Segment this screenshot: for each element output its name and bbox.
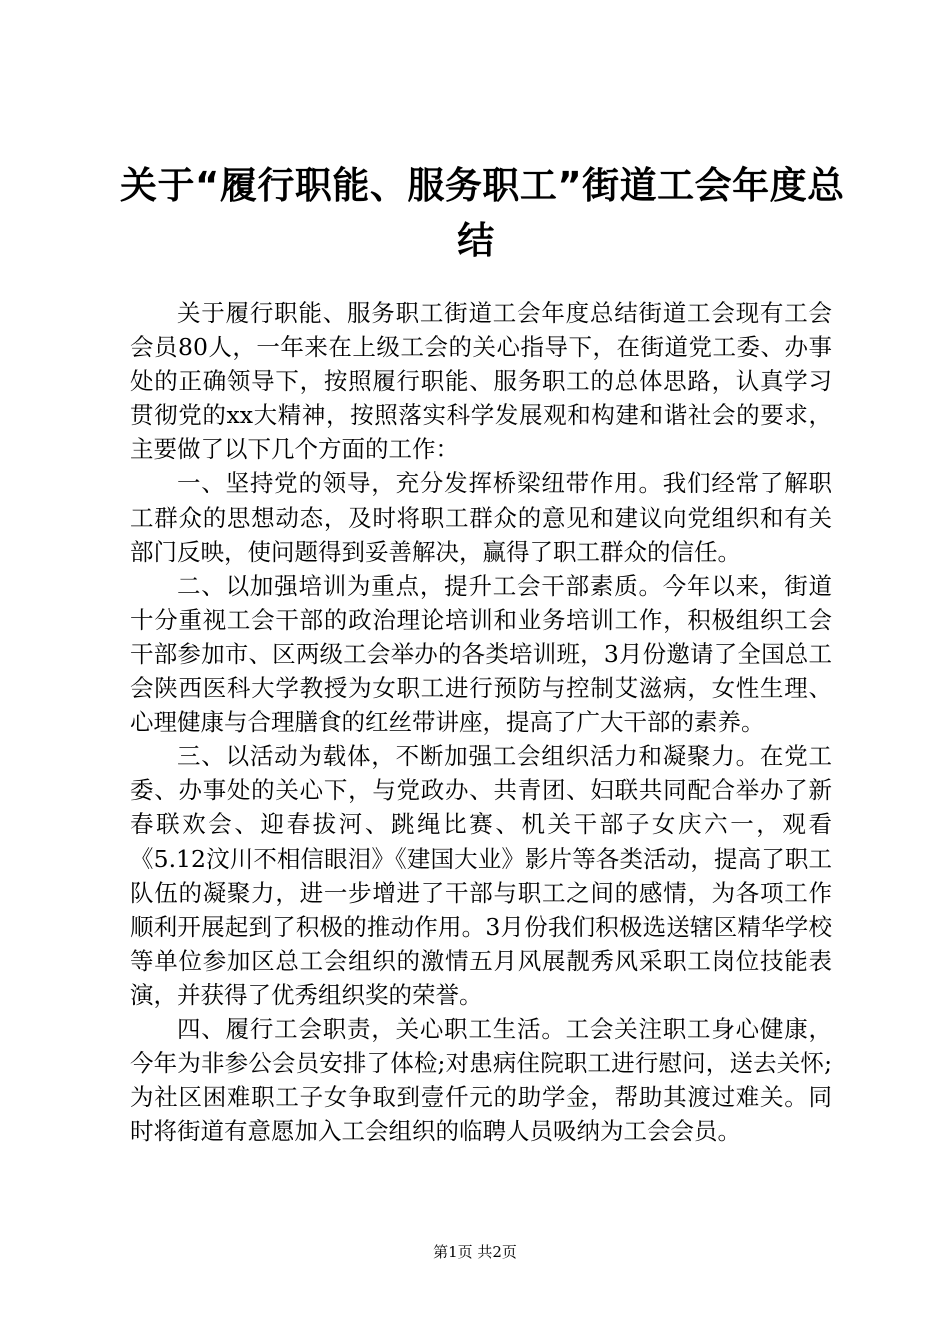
paragraph-section-4: 四、履行工会职责，关心职工生活。工会关注职工身心健康，今年为非参公会员安排了体检;对患病住院职工进行慰问，送去关怀;为社区困难职工子女争取到壹仟元的助学金，帮助其渡过难关。同时将街道有意愿加入工会组织的临聘人员吸纳为工会会员。 (130, 1014, 832, 1146)
document-title (120, 158, 845, 268)
paragraph-intro: 关于履行职能、服务职工街道工会年度总结街道工会现有工会会员80人，一年来在上级工会的关心指导下，在街道党工委、办事处的正确领导下，按照履行职能、服务职工的总体思路，认真学习贯彻党的xx大精神，按照落实科学发展观和构建和谐社会的要求，主要做了以下几个方面的工作： (130, 299, 832, 464)
title-line-1: 关于“履行职能、服务职工”街道工会年度总 (120, 164, 845, 207)
page-number-footer: 第1页 共2页 (433, 1243, 517, 1261)
paragraph-section-1: 一、坚持党的领导，充分发挥桥梁纽带作用。我们经常了解职工群众的思想动态，及时将职工群众的意见和建议向党组织和有关部门反映，使问题得到妥善解决，赢得了职工群众的信任。 (130, 469, 832, 566)
title-line-2: 结 (457, 219, 495, 262)
paragraph-section-3: 三、以活动为载体，不断加强工会组织活力和凝聚力。在党工委、办事处的关心下，与党政办、共青团、妇联共同配合举办了新春联欢会、迎春拔河、跳绳比赛、机关干部子女庆六一，观看《5.12汶川不相信眼泪》《建国大业》影片等各类活动，提高了职工队伍的凝聚力，进一步增进了干部与职工之间的感情，为各项工作顺利开展起到了积极的推动作用。3月份我们积极选送辖区精华学校等单位参加区总工会组织的激情五月风展靓秀风采职工岗位技能表演，并获得了优秀组织奖的荣誉。 (130, 742, 832, 1009)
paragraph-section-2: 二、以加强培训为重点，提升工会干部素质。今年以来，街道十分重视工会干部的政治理论培训和业务培训工作，积极组织工会干部参加市、区两级工会举办的各类培训班，3月份邀请了全国总工会陕西医科大学教授为女职工进行预防与控制艾滋病，女性生理、心理健康与合理膳食的红丝带讲座，提高了广大干部的素养。 (130, 571, 832, 737)
document-body (130, 296, 832, 1148)
